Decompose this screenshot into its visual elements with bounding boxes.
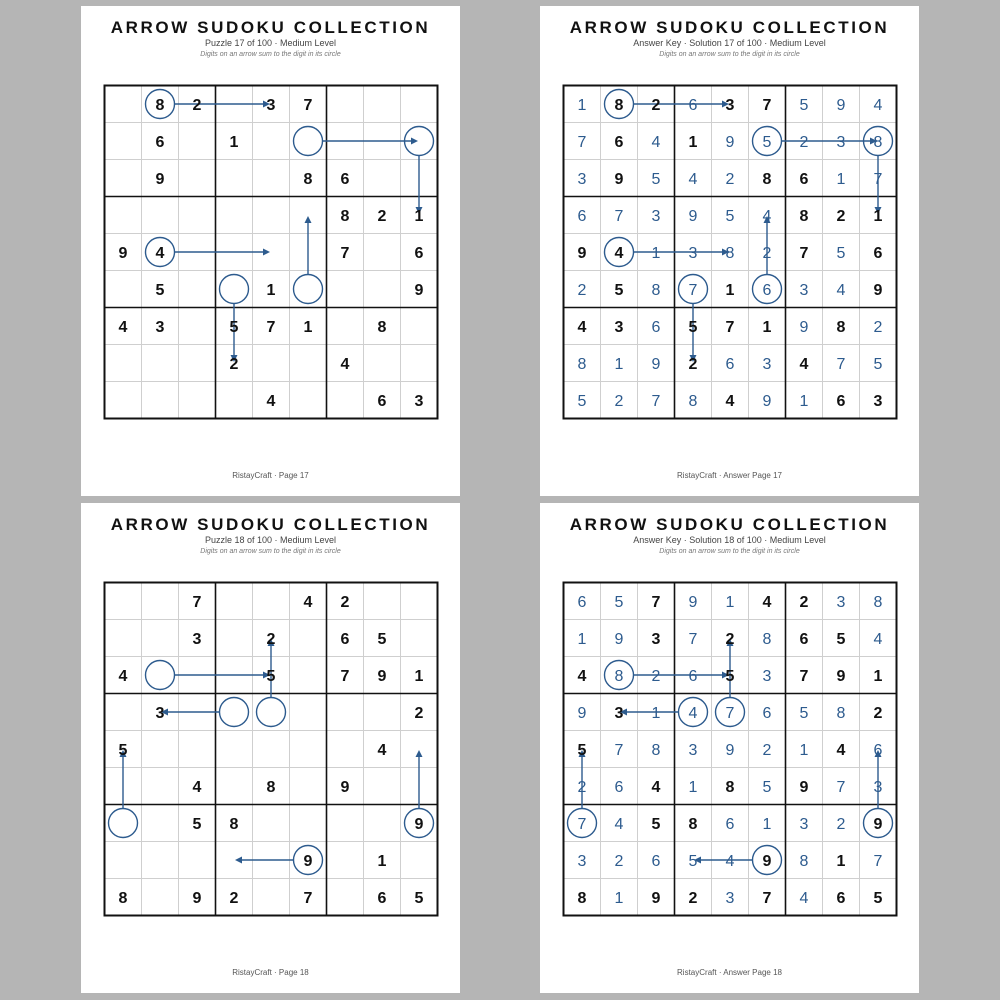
given-digit: 1 <box>873 668 883 685</box>
page-subtitle: Puzzle 18 of 100 · Medium Level <box>204 535 337 545</box>
given-digit: 2 <box>688 356 698 373</box>
solution-digit: 3 <box>577 853 587 870</box>
page-subtitle: Answer Key · Solution 17 of 100 · Medium Level <box>633 38 826 48</box>
sudoku-grid <box>562 581 898 917</box>
answer-page-18 <box>540 503 919 993</box>
solution-digit: 2 <box>762 742 772 759</box>
given-digit: 8 <box>266 779 276 796</box>
solution-digit: 2 <box>577 779 587 796</box>
given-digit: 8 <box>303 171 313 188</box>
given-digit: 5 <box>118 742 128 759</box>
solution-digit: 5 <box>651 171 661 188</box>
given-digit: 6 <box>340 631 350 648</box>
solution-digit: 2 <box>651 668 661 685</box>
solution-digit: 9 <box>725 134 735 151</box>
solution-digit: 4 <box>873 97 883 114</box>
solution-digit: 1 <box>577 97 587 114</box>
solution-digit: 8 <box>762 631 772 648</box>
solution-digit: 5 <box>762 779 772 796</box>
page-title: ARROW SUDOKU COLLECTION <box>569 515 890 534</box>
solution-digit: 6 <box>873 742 883 759</box>
solution-digit: 3 <box>836 134 846 151</box>
arrow-circle <box>257 698 286 727</box>
solution-digit: 7 <box>577 816 587 833</box>
solution-digit: 1 <box>614 356 624 373</box>
given-digit: 9 <box>303 853 313 870</box>
given-digit: 4 <box>118 319 128 336</box>
solution-digit: 4 <box>762 208 772 225</box>
given-digit: 3 <box>155 319 165 336</box>
given-digit: 8 <box>836 319 846 336</box>
given-digit: 6 <box>614 134 624 151</box>
solution-digit: 2 <box>614 853 624 870</box>
given-digit: 6 <box>873 245 883 262</box>
solution-digit: 4 <box>651 134 661 151</box>
given-digit: 7 <box>651 594 661 611</box>
given-digit: 7 <box>303 890 313 907</box>
solution-digit: 2 <box>762 245 772 262</box>
arrow-circle <box>294 127 323 156</box>
solution-digit: 6 <box>725 816 735 833</box>
given-digit: 2 <box>799 594 809 611</box>
given-digit: 8 <box>577 890 587 907</box>
rule-note: Digits on an arrow sum to the digit in its circle <box>200 548 341 555</box>
given-digit: 1 <box>873 208 883 225</box>
solution-digit: 9 <box>688 208 698 225</box>
given-digit: 2 <box>377 208 387 225</box>
solution-digit: 8 <box>873 134 883 151</box>
given-digit: 2 <box>873 705 883 722</box>
given-digit: 4 <box>377 742 387 759</box>
given-digit: 5 <box>688 319 698 336</box>
solution-digit: 1 <box>799 393 809 410</box>
given-digit: 6 <box>799 171 809 188</box>
solution-digit: 8 <box>688 393 698 410</box>
solution-digit: 3 <box>836 594 846 611</box>
given-digit: 1 <box>303 319 313 336</box>
solution-digit: 7 <box>688 282 698 299</box>
solution-digit: 7 <box>836 356 846 373</box>
arrow-circle <box>220 275 249 304</box>
solution-digit: 7 <box>614 208 624 225</box>
given-digit: 4 <box>118 668 128 685</box>
solution-digit: 3 <box>873 779 883 796</box>
solution-digit: 6 <box>614 779 624 796</box>
given-digit: 8 <box>377 319 387 336</box>
solution-digit: 1 <box>688 779 698 796</box>
given-digit: 9 <box>836 668 846 685</box>
solution-digit: 6 <box>688 668 698 685</box>
given-digit: 9 <box>762 853 772 870</box>
given-digit: 8 <box>725 779 735 796</box>
solution-digit: 4 <box>725 853 735 870</box>
solution-digit: 6 <box>651 853 661 870</box>
given-digit: 1 <box>688 134 698 151</box>
given-digit: 9 <box>192 890 202 907</box>
given-digit: 1 <box>229 134 239 151</box>
given-digit: 6 <box>155 134 165 151</box>
solution-digit: 5 <box>836 245 846 262</box>
solution-digit: 1 <box>577 631 587 648</box>
given-digit: 3 <box>651 631 661 648</box>
given-digit: 5 <box>725 668 735 685</box>
given-digit: 1 <box>266 282 276 299</box>
solution-digit: 5 <box>799 97 809 114</box>
given-digit: 7 <box>799 668 809 685</box>
arrow-head <box>416 750 423 757</box>
given-digit: 3 <box>725 97 735 114</box>
solution-digit: 6 <box>577 594 587 611</box>
solution-digit: 4 <box>614 816 624 833</box>
given-digit: 1 <box>836 853 846 870</box>
given-digit: 2 <box>414 705 424 722</box>
given-digit: 5 <box>192 816 202 833</box>
given-digit: 8 <box>118 890 128 907</box>
solution-digit: 1 <box>762 816 772 833</box>
solution-digit: 1 <box>614 890 624 907</box>
solution-digit: 4 <box>688 705 698 722</box>
given-digit: 4 <box>577 319 587 336</box>
given-digit: 9 <box>799 779 809 796</box>
given-digit: 5 <box>836 631 846 648</box>
given-digit: 4 <box>614 245 624 262</box>
given-digit: 4 <box>155 245 165 262</box>
solution-digit: 9 <box>762 393 772 410</box>
given-digit: 7 <box>192 594 202 611</box>
solution-digit: 8 <box>577 356 587 373</box>
given-digit: 9 <box>614 171 624 188</box>
given-digit: 6 <box>799 631 809 648</box>
given-digit: 5 <box>577 742 587 759</box>
solution-digit: 8 <box>725 245 735 262</box>
given-digit: 5 <box>614 282 624 299</box>
given-digit: 7 <box>340 668 350 685</box>
given-digit: 6 <box>414 245 424 262</box>
given-digit: 1 <box>725 282 735 299</box>
solution-digit: 5 <box>762 134 772 151</box>
solution-digit: 5 <box>873 356 883 373</box>
solution-digit: 2 <box>836 816 846 833</box>
given-digit: 3 <box>614 319 624 336</box>
given-digit: 6 <box>340 171 350 188</box>
solution-digit: 7 <box>577 134 587 151</box>
arrow-circle <box>220 698 249 727</box>
given-digit: 1 <box>414 208 424 225</box>
given-digit: 8 <box>340 208 350 225</box>
given-digit: 3 <box>614 705 624 722</box>
solution-digit: 5 <box>614 594 624 611</box>
solution-digit: 2 <box>873 319 883 336</box>
given-digit: 9 <box>577 245 587 262</box>
solution-digit: 2 <box>577 282 587 299</box>
given-digit: 6 <box>836 890 846 907</box>
given-digit: 2 <box>266 631 276 648</box>
solution-digit: 3 <box>762 668 772 685</box>
solution-digit: 8 <box>873 594 883 611</box>
solution-digit: 1 <box>836 171 846 188</box>
given-digit: 9 <box>414 816 424 833</box>
given-digit: 2 <box>651 97 661 114</box>
given-digit: 2 <box>340 594 350 611</box>
solution-digit: 1 <box>725 594 735 611</box>
given-digit: 8 <box>229 816 239 833</box>
arrow-head <box>411 138 418 145</box>
page-subtitle: Answer Key · Solution 18 of 100 · Medium Level <box>633 535 826 545</box>
solution-digit: 5 <box>577 393 587 410</box>
solution-digit: 9 <box>651 356 661 373</box>
solution-digit: 2 <box>725 171 735 188</box>
solution-digit: 9 <box>836 97 846 114</box>
page-footer: RistayCraft · Answer Page 18 <box>677 968 782 977</box>
solution-digit: 6 <box>651 319 661 336</box>
given-digit: 9 <box>118 245 128 262</box>
given-digit: 5 <box>873 890 883 907</box>
given-digit: 9 <box>340 779 350 796</box>
given-digit: 8 <box>614 97 624 114</box>
given-digit: 8 <box>155 97 165 114</box>
page-subtitle: Puzzle 17 of 100 · Medium Level <box>204 38 337 48</box>
solution-digit: 6 <box>725 356 735 373</box>
rule-note: Digits on an arrow sum to the digit in its circle <box>659 548 800 555</box>
solution-digit: 6 <box>762 705 772 722</box>
sudoku-grid <box>103 581 439 917</box>
solution-digit: 5 <box>799 705 809 722</box>
solution-digit: 6 <box>762 282 772 299</box>
solution-digit: 4 <box>873 631 883 648</box>
given-digit: 4 <box>303 594 313 611</box>
solution-digit: 2 <box>799 134 809 151</box>
solution-digit: 3 <box>762 356 772 373</box>
solution-digit: 3 <box>651 208 661 225</box>
solution-digit: 6 <box>577 208 587 225</box>
given-digit: 4 <box>577 668 587 685</box>
solution-digit: 7 <box>614 742 624 759</box>
given-digit: 7 <box>266 319 276 336</box>
solution-digit: 3 <box>799 816 809 833</box>
solution-digit: 9 <box>725 742 735 759</box>
given-digit: 6 <box>377 890 387 907</box>
solution-digit: 1 <box>799 742 809 759</box>
puzzle-page-17 <box>81 6 460 496</box>
given-digit: 6 <box>836 393 846 410</box>
solution-digit: 3 <box>688 742 698 759</box>
solution-digit: 8 <box>836 705 846 722</box>
solution-digit: 6 <box>688 97 698 114</box>
solution-digit: 3 <box>725 890 735 907</box>
solution-digit: 5 <box>725 208 735 225</box>
given-digit: 4 <box>762 594 772 611</box>
given-digit: 4 <box>836 742 846 759</box>
given-digit: 3 <box>155 705 165 722</box>
solution-digit: 7 <box>836 779 846 796</box>
given-digit: 4 <box>725 393 735 410</box>
arrow-head <box>263 249 270 256</box>
given-digit: 7 <box>762 890 772 907</box>
sudoku-grid <box>103 84 439 420</box>
solution-digit: 2 <box>614 393 624 410</box>
given-digit: 7 <box>725 319 735 336</box>
given-digit: 7 <box>340 245 350 262</box>
page-footer: RistayCraft · Page 17 <box>232 471 309 480</box>
given-digit: 3 <box>192 631 202 648</box>
grid-border <box>105 86 438 419</box>
given-digit: 5 <box>229 319 239 336</box>
solution-digit: 4 <box>688 171 698 188</box>
solution-digit: 5 <box>688 853 698 870</box>
given-digit: 7 <box>303 97 313 114</box>
page-footer: RistayCraft · Page 18 <box>232 968 309 977</box>
answer-page-17 <box>540 6 919 496</box>
solution-digit: 8 <box>651 282 661 299</box>
given-digit: 6 <box>377 393 387 410</box>
rule-note: Digits on an arrow sum to the digit in its circle <box>659 51 800 58</box>
solution-digit: 8 <box>614 668 624 685</box>
given-digit: 9 <box>873 282 883 299</box>
given-digit: 2 <box>229 890 239 907</box>
given-digit: 8 <box>762 171 772 188</box>
given-digit: 2 <box>725 631 735 648</box>
given-digit: 9 <box>155 171 165 188</box>
given-digit: 4 <box>192 779 202 796</box>
given-digit: 1 <box>377 853 387 870</box>
arrow-circle <box>146 661 175 690</box>
solution-digit: 8 <box>799 853 809 870</box>
page-title: ARROW SUDOKU COLLECTION <box>110 18 431 37</box>
solution-digit: 9 <box>688 594 698 611</box>
page-title: ARROW SUDOKU COLLECTION <box>569 18 890 37</box>
given-digit: 4 <box>266 393 276 410</box>
given-digit: 5 <box>377 631 387 648</box>
solution-digit: 4 <box>799 890 809 907</box>
given-digit: 7 <box>799 245 809 262</box>
given-digit: 1 <box>762 319 772 336</box>
solution-digit: 3 <box>577 171 587 188</box>
given-digit: 3 <box>873 393 883 410</box>
solution-digit: 3 <box>799 282 809 299</box>
given-digit: 3 <box>414 393 424 410</box>
given-digit: 2 <box>192 97 202 114</box>
given-digit: 1 <box>414 668 424 685</box>
given-digit: 5 <box>266 668 276 685</box>
solution-digit: 7 <box>873 853 883 870</box>
given-digit: 5 <box>651 816 661 833</box>
solution-digit: 9 <box>799 319 809 336</box>
given-digit: 8 <box>688 816 698 833</box>
solution-digit: 4 <box>836 282 846 299</box>
arrow-circle <box>294 275 323 304</box>
arrow-head <box>305 216 312 223</box>
solution-digit: 7 <box>725 705 735 722</box>
solution-digit: 1 <box>651 705 661 722</box>
given-digit: 3 <box>266 97 276 114</box>
given-digit: 4 <box>651 779 661 796</box>
arrow-circle <box>109 809 138 838</box>
given-digit: 5 <box>414 890 424 907</box>
solution-digit: 8 <box>651 742 661 759</box>
solution-digit: 9 <box>577 705 587 722</box>
page-title: ARROW SUDOKU COLLECTION <box>110 515 431 534</box>
given-digit: 7 <box>762 97 772 114</box>
given-digit: 2 <box>688 890 698 907</box>
given-digit: 9 <box>873 816 883 833</box>
sudoku-grid <box>562 84 898 420</box>
given-digit: 9 <box>414 282 424 299</box>
solution-digit: 9 <box>614 631 624 648</box>
given-digit: 4 <box>340 356 350 373</box>
solution-digit: 7 <box>651 393 661 410</box>
given-digit: 9 <box>651 890 661 907</box>
solution-digit: 1 <box>651 245 661 262</box>
given-digit: 9 <box>377 668 387 685</box>
rule-note: Digits on an arrow sum to the digit in its circle <box>200 51 341 58</box>
given-digit: 4 <box>799 356 809 373</box>
puzzle-page-18 <box>81 503 460 993</box>
given-digit: 2 <box>836 208 846 225</box>
page-footer: RistayCraft · Answer Page 17 <box>677 471 782 480</box>
solution-digit: 7 <box>688 631 698 648</box>
given-digit: 8 <box>799 208 809 225</box>
arrow-head <box>235 857 242 864</box>
solution-digit: 3 <box>688 245 698 262</box>
given-digit: 2 <box>229 356 239 373</box>
solution-digit: 7 <box>873 171 883 188</box>
given-digit: 5 <box>155 282 165 299</box>
